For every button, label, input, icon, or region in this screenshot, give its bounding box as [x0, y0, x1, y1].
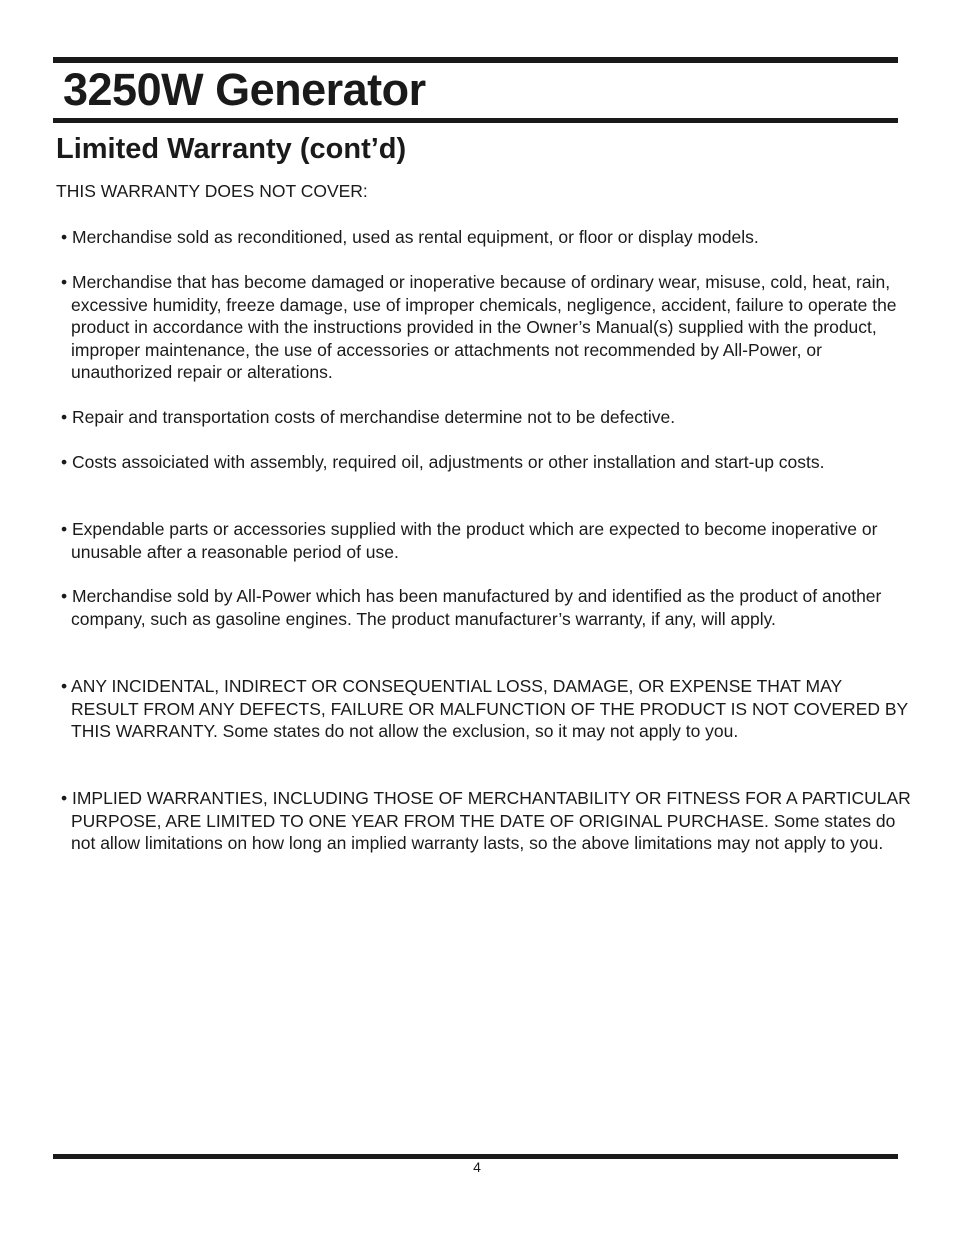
document-title: 3250W Generator [63, 64, 426, 115]
exclusion-item: • Merchandise sold as reconditioned, used as rental equipment, or floor or display models. [61, 227, 759, 247]
exclusion-item: • IMPLIED WARRANTIES, INCLUDING THOSE OF MERCHANTABILITY OR FITNESS FOR A PARTICULAR PURPOSE, ARE LIMITED TO ONE YEAR FROM THE DATE OF ORIGINAL PURCHASE. Some states do not allow limitations on how long an implied warranty lasts, so the above limitations may not apply to you. [61, 788, 911, 853]
page-number: 4 [473, 1159, 481, 1175]
section-title: Limited Warranty (cont’d) [56, 133, 407, 165]
exclusion-item: • Merchandise that has become damaged or inoperative because of ordinary wear, misuse, cold, heat, rain, excessive humidity, freeze damage, use of improper chemicals, negligence, accident, failure to operate the product in accordance with the instructions provided in the Owner’s Manual(s) supplied with the product, improper maintenance, the use of accessories or attachments not recommended by All-Power, or unauthorized repair or alterations. [61, 272, 897, 382]
exclusion-item: • Merchandise sold by All-Power which has been manufactured by and identified as the product of another company, such as gasoline engines. The product manufacturer’s warranty, if any, will apply. [61, 586, 882, 629]
title-rule [53, 118, 898, 123]
exclusion-item: • Repair and transportation costs of merchandise determine not to be defective. [61, 407, 676, 427]
warranty-intro: THIS WARRANTY DOES NOT COVER: [56, 181, 368, 201]
exclusion-item: • ANY INCIDENTAL, INDIRECT OR CONSEQUENTIAL LOSS, DAMAGE, OR EXPENSE THAT MAY RESULT FROM ANY DEFECTS, FAILURE OR MALFUNCTION OF THE PRODUCT IS NOT COVERED BY THIS WARRANTY. Some states do not allow the exclusion, so it may not apply to you. [61, 676, 908, 741]
exclusion-item: • Costs assoiciated with assembly, required oil, adjustments or other installation and start-up costs. [61, 452, 825, 472]
exclusion-item: • Expendable parts or accessories supplied with the product which are expected to become inoperative or unusable after a reasonable period of use. [61, 519, 878, 562]
